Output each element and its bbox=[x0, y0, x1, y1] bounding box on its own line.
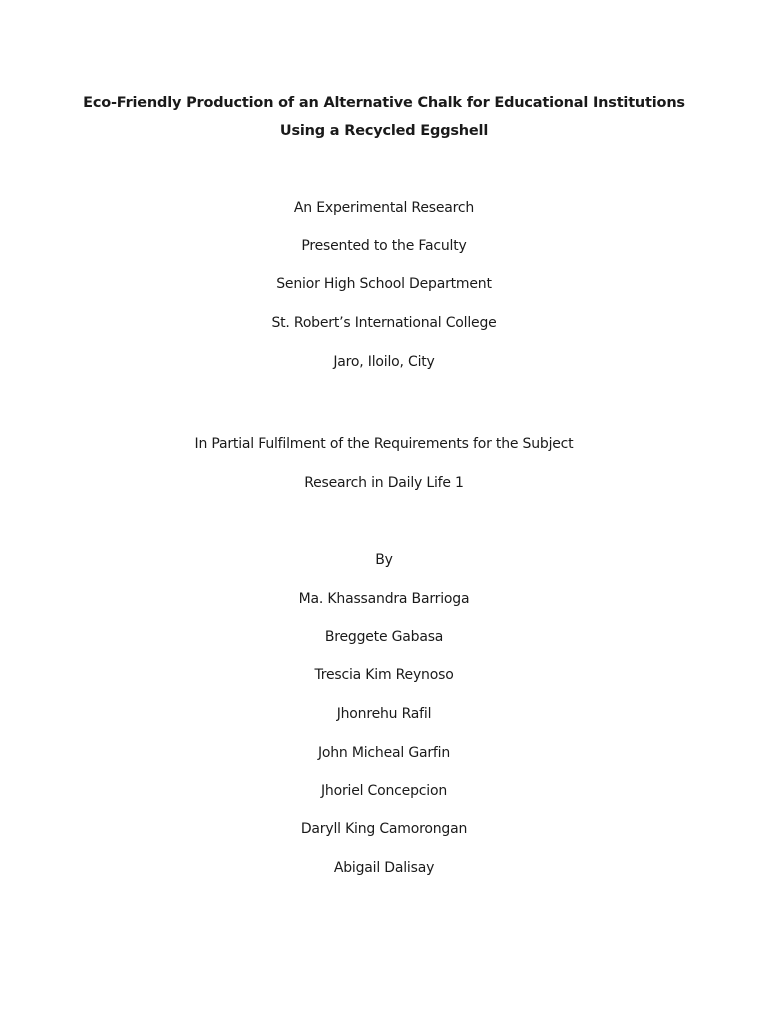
author-name: John Micheal Garfin bbox=[317, 745, 451, 761]
document-title-line-1: Eco-Friendly Production of an Alternative Chalk for Educational Institutions bbox=[83, 95, 685, 111]
location: Jaro, Iloilo, City bbox=[333, 354, 435, 370]
fulfilment-line-2: Research in Daily Life 1 bbox=[304, 475, 464, 491]
research-type: An Experimental Research bbox=[293, 200, 475, 216]
department: Senior High School Department bbox=[276, 276, 492, 292]
author-name: Jhonrehu Rafil bbox=[336, 706, 432, 722]
author-name: Trescia Kim Reynoso bbox=[314, 667, 454, 683]
author-name: Jhoriel Concepcion bbox=[320, 783, 447, 799]
fulfilment-line-1: In Partial Fulfilment of the Requirements for the Subject bbox=[194, 436, 574, 452]
institution: St. Robert’s International College bbox=[271, 315, 497, 331]
by-label: By bbox=[375, 552, 393, 568]
presented-to: Presented to the Faculty bbox=[301, 238, 467, 254]
document-title-line-2: Using a Recycled Eggshell bbox=[279, 123, 489, 139]
author-name: Abigail Dalisay bbox=[333, 860, 435, 876]
author-name: Daryll King Camorongan bbox=[300, 821, 468, 837]
author-name: Breggete Gabasa bbox=[324, 629, 444, 645]
author-name: Ma. Khassandra Barrioga bbox=[298, 591, 470, 607]
